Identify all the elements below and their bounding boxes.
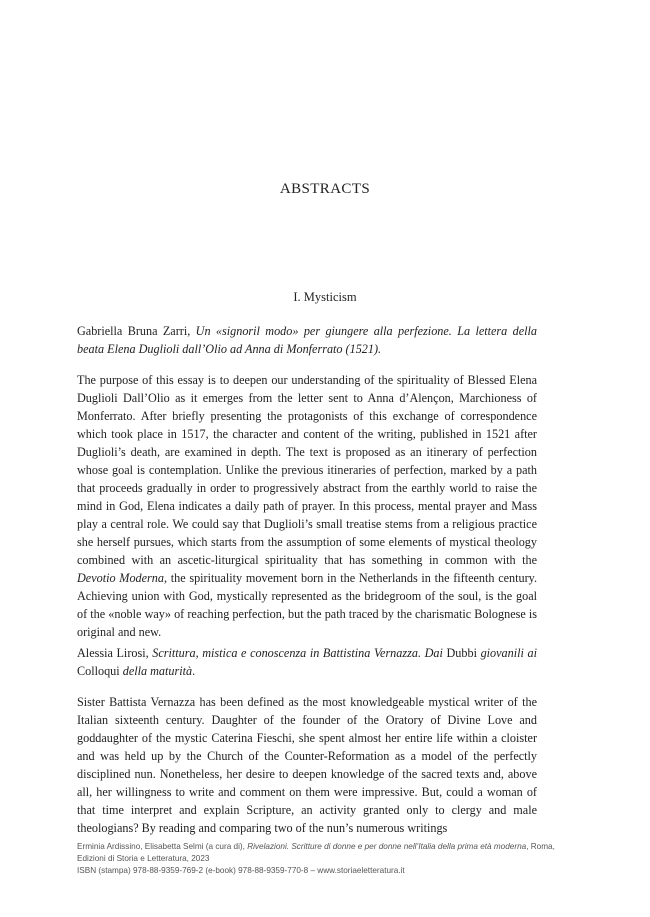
entry1-abstract-text-end: , the spirituality movement born in the Netherlands in the fifteenth century. Achieving union with God, mystically represented as the bridegroom of the soul, is the goal of the «noble way» of reaching perfection, but the path traced by the charismatic Bolognese is original and new.	[77, 571, 537, 639]
section-heading: I. Mysticism	[293, 290, 357, 304]
entry1-reference	[77, 322, 537, 358]
entry2-abstract	[77, 693, 537, 837]
entry2-title-part4: Colloqui	[77, 664, 120, 678]
entry1-abstract-text: The purpose of this essay is to deepen our understanding of the spirituality of Blessed Elena Duglioli Dall’Olio as it emerges from the letter sent to Anna d’Alençon, Marchioness of Monferrato. After briefly presenting the protagonists of this exchange of correspondence which took place in 1517, the character and content of the writing, published in 1521 after Duglioli’s death, are examined in depth. The text is proposed as an itinerary of perfection whose goal is contemplation. Unlike the previous itineraries of perfection, marked by a path that proceeds gradually in order to progressively abstract from the earthly world to raise the mind in God, Elena indicates a daily path of prayer. In this process, mental prayer and Mass play a central role. We could say that Duglioli’s small treatise stems from a religious practice she herself pursues, which starts from the assumption of some elements of mystical theology combined with an ascetic-liturgical spirituality that has something in common with the	[77, 373, 537, 567]
entry1-author: Gabriella Bruna Zarri,	[77, 324, 196, 338]
footer-line2: Edizioni di Storia e Letteratura, 2023	[77, 854, 210, 863]
entry1-abstract-italic: Devotio Moderna	[77, 571, 164, 585]
entry1-abstract	[77, 371, 537, 641]
entry2-title-part2: Dubbi	[446, 646, 477, 660]
footer-book-title: Rivelazioni. Scritture di donne e per donne nell’Italia della prima età moderna	[247, 842, 527, 851]
entry2-title-part3: giovanili ai	[476, 646, 537, 660]
footer-line3: ISBN (stampa) 978-88-9359-769-2 (e-book) 978-88-9359-770-8 – www.storiaeletteratura.it	[77, 866, 405, 875]
entry2-author: Alessia Lirosi,	[77, 646, 153, 660]
entry1-title: Un «signoril modo» per giungere alla perfezione. La lettera della beata Elena Duglioli dall’Olio ad Anna di Monferrato (1521).	[77, 324, 537, 356]
page-title: ABSTRACTS	[279, 181, 371, 197]
entry2-title-part1: Scrittura, mistica e conoscenza in Battistina Vernazza. Dai	[152, 646, 447, 660]
entry2-abstract-text: Sister Battista Vernazza has been defined as the most knowledgeable mystical writer of the Italian sixteenth century. Daughter of the founder of the Oratory of Divine Love and goddaughter of the mystic Caterina Fieschi, she spent almost her entire life within a cloister and was held up by the Church of the Counter-Reformation as a model of the perfectly disciplined nun. Nonetheless, her desire to deepen knowledge of the sacred texts and, above all, her willingness to write and comment on them were impressive. But, could a woman of that time interpret and explain Scripture, an activity granted only to clergy and male theologians? By reading and comparing two of the nun’s numerous writings	[77, 695, 537, 835]
entry2-title-end: .	[192, 664, 196, 678]
entry2-reference	[77, 644, 537, 680]
footer-place: , Roma,	[526, 842, 555, 851]
entry2-title-part5: della maturità	[119, 664, 193, 678]
page-footer	[77, 841, 557, 877]
footer-editors: Erminia Ardissino, Elisabetta Selmi (a cura di),	[77, 842, 248, 851]
footer-line1	[77, 841, 557, 853]
